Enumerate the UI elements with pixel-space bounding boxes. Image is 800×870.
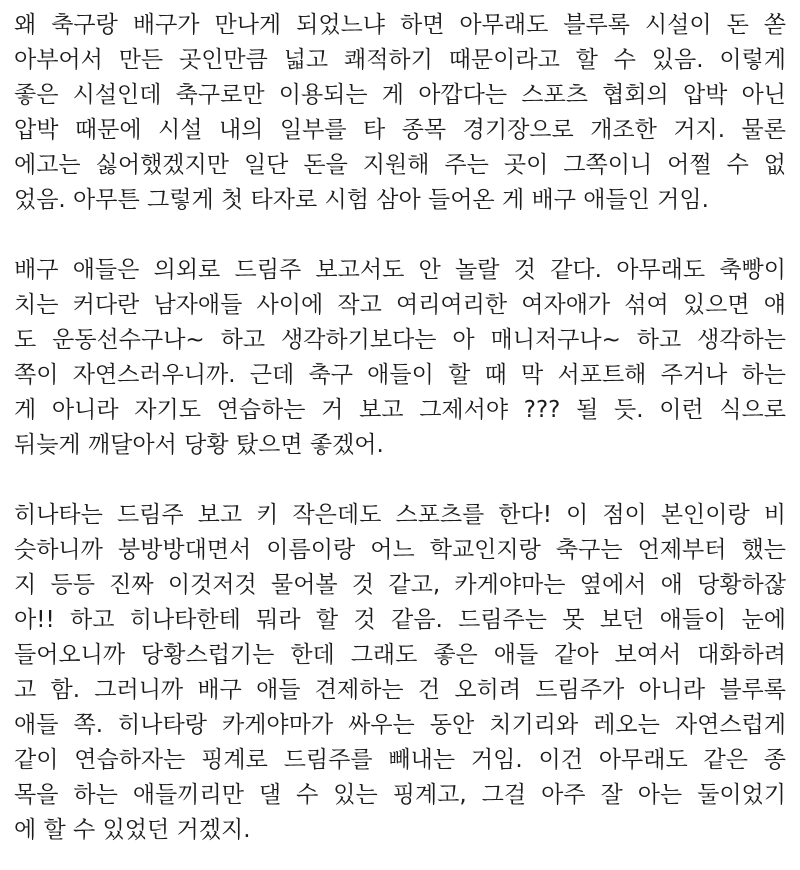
- text-line: 게 아니라 자기도 연습하는 거 보고 그제서야 ??? 될 듯. 이런 식으로: [14, 397, 786, 423]
- text-line: 뒤늦게 깨달아서 당황 탔으면 좋겠어.: [14, 432, 384, 458]
- paragraph-3: [14, 498, 786, 848]
- text-line: 도 운동선수구나~ 하고 생각하기보다는 아 매니저구나~ 하고 생각하는: [14, 327, 786, 353]
- text-line: 배구 애들은 의외로 드림주 보고서도 안 놀랄 것 같다. 아무래도 축빵이: [14, 257, 786, 283]
- text-line: 지 등등 진짜 이것저것 물어볼 것 같고, 카게야마는 옆에서 애 당황하잖: [14, 572, 786, 598]
- text-line: 히나타는 드림주 보고 키 작은데도 스포츠를 한다! 이 점이 본인이랑 비: [14, 502, 786, 528]
- text-line: 고 함. 그러니까 배구 애들 견제하는 건 오히려 드림주가 아니라 블루록: [14, 677, 786, 703]
- text-line: 아!! 하고 히나타한테 뭐라 할 것 같음. 드림주는 못 보던 애들이 눈에: [14, 607, 786, 633]
- text-line: 에 할 수 있었던 거겠지.: [14, 817, 251, 843]
- text-line: 압박 때문에 시설 내의 일부를 타 종목 경기장으로 개조한 거지. 물론: [14, 117, 786, 143]
- text-line: 왜 축구랑 배구가 만나게 되었느냐 하면 아무래도 블루록 시설이 돈 쏟: [14, 12, 786, 38]
- text-line: 좋은 시설인데 축구로만 이용되는 게 아깝다는 스포츠 협회의 압박 아닌: [14, 82, 786, 108]
- paragraph-1: [14, 8, 786, 218]
- text-line: 들어오니까 당황스럽기는 한데 그래도 좋은 애들 같아 보여서 대화하려: [14, 642, 786, 668]
- text-line: 같이 연습하자는 핑계로 드림주를 빼내는 거임. 이건 아무래도 같은 종: [14, 747, 786, 773]
- text-line: 에고는 싫어했겠지만 일단 돈을 지원해 주는 곳이 그쪽이니 어쩔 수 없: [14, 152, 786, 178]
- paragraph-2: [14, 253, 786, 463]
- text-line: 쪽이 자연스러우니까. 근데 축구 애들이 할 때 막 서포트해 주거나 하는: [14, 362, 786, 388]
- text-line: 애들 쪽. 히나타랑 카게야마가 싸우는 동안 치기리와 레오는 자연스럽게: [14, 712, 786, 738]
- text-line: 슷하니까 붕방방대면서 이름이랑 어느 학교인지랑 축구는 언제부터 했는: [14, 537, 786, 563]
- text-line: 목을 하는 애들끼리만 댈 수 있는 핑계고, 그걸 아주 잘 아는 둘이었기: [14, 782, 786, 808]
- text-line: 었음. 아무튼 그렇게 첫 타자로 시험 삼아 들어온 게 배구 애들인 거임.: [14, 187, 709, 213]
- text-line: 치는 커다란 남자애들 사이에 작고 여리여리한 여자애가 섞여 있으면 얘: [14, 292, 786, 318]
- text-line: 아부어서 만든 곳인만큼 넓고 쾌적하기 때문이라고 할 수 있음. 이렇게: [14, 47, 786, 73]
